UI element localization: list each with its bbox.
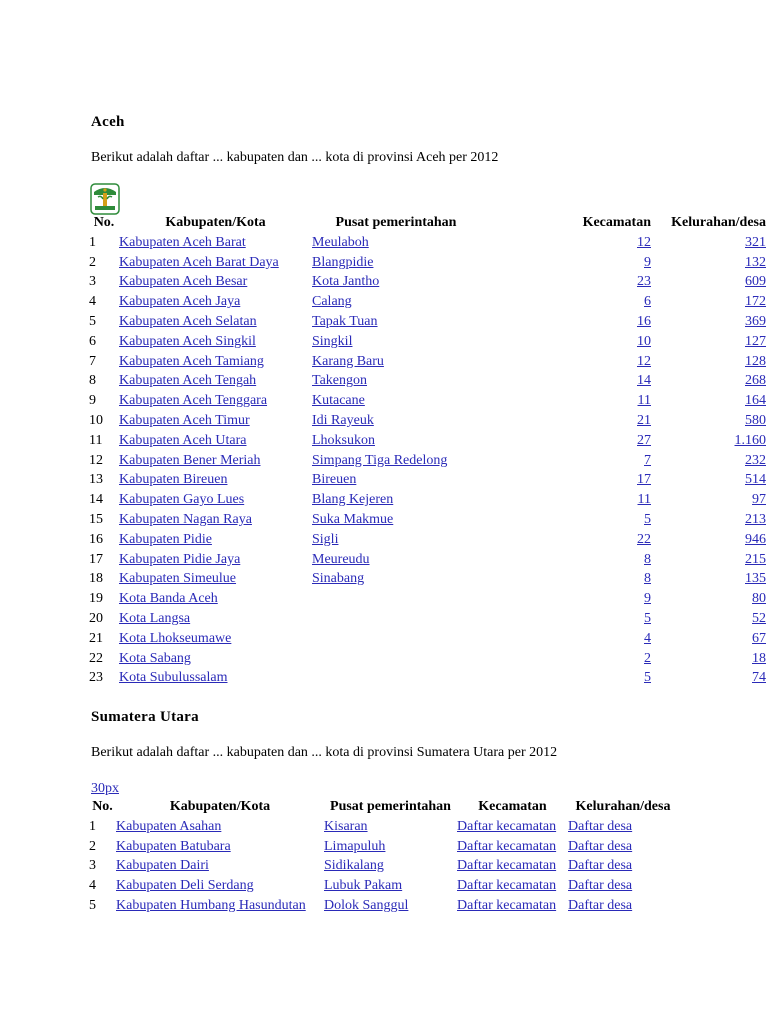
seat-link[interactable]: Singkil [312, 333, 353, 349]
seat-cell [312, 649, 480, 669]
kecamatan-cell [457, 837, 568, 857]
row-number: 5 [89, 898, 96, 914]
kecamatan-cell [480, 550, 651, 570]
table-row [89, 391, 766, 411]
regency-link[interactable]: Kabupaten Gayo Lues [119, 492, 245, 508]
kelurahan-link[interactable]: 164 [745, 393, 766, 409]
seat-link[interactable]: Lhoksukon [312, 432, 375, 448]
seat-cell [312, 669, 480, 689]
seat-cell [324, 876, 457, 896]
kecamatan-link[interactable]: Daftar kecamatan [457, 858, 557, 874]
regency-link[interactable]: Kota Banda Aceh [119, 591, 218, 607]
kecamatan-cell [457, 857, 568, 877]
kelurahan-cell [568, 817, 678, 837]
regency-link[interactable]: Kabupaten Aceh Tengah [119, 373, 257, 389]
regency-link[interactable]: Kabupaten Aceh Selatan [119, 314, 257, 330]
table-row [89, 649, 766, 669]
kecamatan-link[interactable]: 5 [644, 512, 651, 528]
kecamatan-link[interactable]: 9 [644, 591, 651, 607]
row-number: 7 [89, 353, 96, 369]
kelurahan-cell [651, 570, 766, 590]
row-number: 21 [89, 630, 103, 646]
col-header-no: No. [92, 799, 113, 814]
kelurahan-link[interactable]: 74 [752, 670, 766, 686]
regency-cell [119, 292, 312, 312]
kecamatan-cell [480, 510, 651, 530]
seat-cell [312, 431, 480, 451]
kecamatan-cell [480, 411, 651, 431]
kecamatan-cell [480, 292, 651, 312]
kecamatan-link[interactable]: 5 [644, 670, 651, 686]
regency-cell [119, 629, 312, 649]
regency-cell [116, 857, 324, 877]
kelurahan-link[interactable]: 80 [752, 591, 766, 607]
kelurahan-link[interactable]: 609 [745, 274, 766, 290]
table-row [89, 471, 766, 491]
kecamatan-link[interactable]: 11 [637, 393, 651, 409]
regency-link[interactable]: Kabupaten Aceh Barat Daya [119, 254, 279, 270]
seat-link[interactable]: Karang Baru [312, 353, 384, 369]
seat-cell [312, 292, 480, 312]
kelurahan-cell [568, 837, 678, 857]
regency-cell [119, 669, 312, 689]
seat-link[interactable]: Simpang Tiga Redelong [312, 452, 448, 468]
regency-cell [119, 589, 312, 609]
seat-link[interactable]: Suka Makmue [312, 512, 394, 528]
section-intro-sumut: Berikut adalah daftar ... kabupaten dan ... kota di provinsi Sumatera Utara per 2012 [91, 745, 558, 760]
seat-link[interactable]: Kutacane [312, 393, 365, 409]
regency-cell [119, 570, 312, 590]
regency-cell [119, 352, 312, 372]
kelurahan-cell [568, 857, 678, 877]
table-row [89, 609, 766, 629]
seat-cell [312, 253, 480, 273]
kelurahan-cell [651, 273, 766, 293]
regency-cell [119, 233, 312, 253]
kecamatan-link[interactable]: 17 [637, 472, 651, 488]
table-row [89, 669, 766, 689]
regency-link[interactable]: Kota Lhokseumawe [119, 630, 232, 646]
seat-link[interactable]: Blangpidie [312, 254, 374, 270]
kelurahan-link[interactable]: 67 [752, 630, 766, 646]
row-number: 16 [89, 531, 103, 547]
kelurahan-cell [651, 372, 766, 392]
kelurahan-cell [651, 233, 766, 253]
kecamatan-link[interactable]: 23 [637, 274, 651, 290]
seat-cell [312, 352, 480, 372]
kelurahan-link[interactable]: 18 [752, 650, 766, 666]
table-row [89, 837, 678, 857]
regency-link[interactable]: Kota Langsa [119, 611, 191, 627]
seat-cell [324, 837, 457, 857]
regency-link[interactable]: Kabupaten Asahan [116, 818, 222, 834]
kecamatan-cell [480, 253, 651, 273]
kecamatan-cell [480, 273, 651, 293]
seat-cell [312, 391, 480, 411]
regency-link[interactable]: Kabupaten Aceh Timur [119, 413, 250, 429]
kecamatan-link[interactable]: 11 [637, 492, 651, 508]
kecamatan-link[interactable]: Daftar kecamatan [457, 878, 557, 894]
regency-link[interactable]: Kabupaten Dairi [116, 858, 209, 874]
kecamatan-cell [480, 431, 651, 451]
regency-link[interactable]: Kabupaten Humbang Hasundutan [116, 898, 306, 914]
regency-cell [116, 876, 324, 896]
kecamatan-cell [480, 669, 651, 689]
seat-cell [312, 233, 480, 253]
regency-cell [119, 649, 312, 669]
regency-link[interactable]: Kabupaten Aceh Tenggara [119, 393, 268, 409]
seat-link[interactable]: Calang [312, 294, 352, 310]
regency-link[interactable]: Kabupaten Aceh Jaya [119, 294, 241, 310]
kelurahan-link[interactable]: 128 [745, 353, 766, 369]
kelurahan-link[interactable]: 213 [745, 512, 766, 528]
aceh-regency-table [89, 213, 766, 688]
table-row [89, 372, 766, 392]
kecamatan-link[interactable]: 2 [644, 650, 651, 666]
row-number: 20 [89, 611, 103, 627]
kelurahan-link[interactable]: 268 [745, 373, 766, 389]
table-row [89, 510, 766, 530]
table-row [89, 312, 766, 332]
kecamatan-link[interactable]: Daftar kecamatan [457, 898, 557, 914]
seat-link[interactable]: Meureudu [312, 551, 370, 567]
col-header-kabupaten: Kabupaten/Kota [169, 799, 271, 814]
seat-cell [312, 589, 480, 609]
regency-cell [116, 837, 324, 857]
regency-cell [119, 411, 312, 431]
kecamatan-link[interactable]: 10 [637, 333, 651, 349]
row-number: 22 [89, 650, 103, 666]
row-number: 19 [89, 591, 103, 607]
row-number: 2 [89, 254, 96, 270]
seat-link[interactable]: Sigli [312, 531, 339, 547]
kelurahan-cell [651, 589, 766, 609]
seat-link[interactable]: Idi Rayeuk [312, 413, 374, 429]
seat-cell [312, 609, 480, 629]
kecamatan-link[interactable]: 4 [644, 630, 651, 646]
row-number: 9 [89, 393, 96, 409]
regency-link[interactable]: Kabupaten Deli Serdang [116, 878, 254, 894]
kecamatan-cell [480, 233, 651, 253]
kecamatan-cell [457, 817, 568, 837]
regency-link[interactable]: Kabupaten Aceh Tamiang [119, 353, 264, 369]
row-number: 3 [89, 858, 96, 874]
row-number: 3 [89, 274, 96, 290]
kelurahan-link[interactable]: 369 [745, 314, 766, 330]
kelurahan-cell [568, 876, 678, 896]
kelurahan-link[interactable]: 215 [745, 551, 766, 567]
row-number: 12 [89, 452, 103, 468]
table-row [89, 570, 766, 590]
kelurahan-cell [651, 411, 766, 431]
regency-cell [119, 312, 312, 332]
regency-link[interactable]: Kabupaten Simeulue [119, 571, 237, 587]
kelurahan-cell [651, 530, 766, 550]
col-header-kelurahan: Kelurahan/desa [575, 799, 671, 814]
kecamatan-cell [480, 332, 651, 352]
seat-cell [324, 817, 457, 837]
seat-link[interactable]: Limapuluh [324, 838, 386, 854]
seat-cell [312, 332, 480, 352]
regency-cell [119, 530, 312, 550]
table-row [89, 629, 766, 649]
regency-link[interactable]: Kabupaten Nagan Raya [119, 512, 252, 528]
kelurahan-link[interactable]: 97 [752, 492, 766, 508]
kelurahan-link[interactable]: 135 [745, 571, 766, 587]
kelurahan-cell [651, 292, 766, 312]
seat-cell [312, 570, 480, 590]
sumut-regency-table [89, 797, 678, 916]
table-row [89, 253, 766, 273]
table-row [89, 857, 678, 877]
seat-cell [312, 273, 480, 293]
kecamatan-link[interactable]: 8 [644, 571, 651, 587]
kecamatan-cell [457, 896, 568, 916]
table-row [89, 876, 678, 896]
table-row [89, 352, 766, 372]
row-number: 1 [89, 234, 96, 250]
col-header-kabupaten: Kabupaten/Kota [165, 215, 266, 230]
row-number: 2 [89, 838, 96, 854]
table-row [89, 530, 766, 550]
kelurahan-link[interactable]: Daftar desa [568, 878, 633, 894]
section-intro-aceh: Berikut adalah daftar ... kabupaten dan ... kota di provinsi Aceh per 2012 [91, 150, 499, 165]
kecamatan-cell [457, 876, 568, 896]
seat-cell [312, 471, 480, 491]
table-row [89, 896, 678, 916]
kelurahan-cell [651, 649, 766, 669]
seat-cell [312, 490, 480, 510]
kecamatan-cell [480, 649, 651, 669]
kecamatan-cell [480, 391, 651, 411]
regency-cell [119, 391, 312, 411]
kecamatan-link[interactable]: 5 [644, 611, 651, 627]
seat-link[interactable]: Lubuk Pakam [324, 878, 403, 894]
kecamatan-cell [480, 609, 651, 629]
regency-link[interactable]: Kabupaten Aceh Barat [119, 234, 246, 250]
regency-cell [119, 431, 312, 451]
regency-link[interactable]: Kabupaten Bireuen [119, 472, 228, 488]
regency-cell [119, 253, 312, 273]
kecamatan-link[interactable]: Daftar kecamatan [457, 818, 557, 834]
table-row [89, 273, 766, 293]
kelurahan-link[interactable]: 580 [745, 413, 766, 429]
row-number: 4 [89, 294, 96, 310]
seat-link[interactable]: Meulaboh [312, 234, 369, 250]
kecamatan-link[interactable]: 14 [637, 373, 651, 389]
regency-cell [119, 550, 312, 570]
regency-cell [116, 896, 324, 916]
row-number: 18 [89, 571, 103, 587]
kelurahan-cell [651, 332, 766, 352]
table-row [89, 589, 766, 609]
seat-cell [312, 372, 480, 392]
kelurahan-link[interactable]: Daftar desa [568, 898, 633, 914]
regency-link[interactable]: Kabupaten Aceh Utara [119, 432, 247, 448]
col-header-pusat: Pusat pemerintahan [335, 215, 457, 230]
regency-link[interactable]: Kota Subulussalam [119, 670, 228, 686]
regency-cell [119, 490, 312, 510]
kecamatan-link[interactable]: 6 [644, 294, 651, 310]
kelurahan-cell [651, 352, 766, 372]
seat-link[interactable]: Sinabang [312, 571, 365, 587]
row-number: 15 [89, 512, 103, 528]
kecamatan-cell [480, 629, 651, 649]
kecamatan-link[interactable]: 8 [644, 551, 651, 567]
row-number: 10 [89, 413, 103, 429]
kelurahan-link[interactable]: 946 [745, 531, 766, 547]
seat-cell [312, 510, 480, 530]
table-row [89, 451, 766, 471]
kecamatan-link[interactable]: 16 [637, 314, 651, 330]
regency-cell [119, 273, 312, 293]
col-header-no: No. [93, 215, 115, 230]
kelurahan-cell [651, 451, 766, 471]
seat-link[interactable]: Blang Kejeren [312, 492, 394, 508]
table-row [89, 817, 678, 837]
section-heading-aceh: Aceh [91, 114, 125, 130]
regency-link[interactable]: Kabupaten Batubara [116, 838, 231, 854]
seat-link[interactable]: Kisaran [324, 818, 368, 834]
kelurahan-link[interactable]: 52 [752, 611, 766, 627]
seat-link[interactable]: Kota Jantho [312, 274, 380, 290]
kelurahan-cell [651, 490, 766, 510]
aceh-emblem-icon[interactable] [90, 183, 120, 215]
kecamatan-link[interactable]: 7 [644, 452, 651, 468]
kelurahan-cell [651, 609, 766, 629]
row-number: 8 [89, 373, 96, 389]
kelurahan-link[interactable]: Daftar desa [568, 858, 633, 874]
row-number: 11 [89, 432, 103, 448]
regency-cell [119, 510, 312, 530]
row-number: 13 [89, 472, 103, 488]
kelurahan-cell [651, 629, 766, 649]
table-row [89, 233, 766, 253]
seat-link[interactable]: Bireuen [312, 472, 357, 488]
kelurahan-cell [651, 312, 766, 332]
row-number: 23 [89, 670, 103, 686]
col-header-pusat: Pusat pemerintahan [330, 799, 451, 814]
kecamatan-link[interactable]: 22 [637, 531, 651, 547]
seat-cell [312, 312, 480, 332]
col-header-kecamatan: Kecamatan [478, 799, 547, 814]
kelurahan-cell [651, 391, 766, 411]
table-row [89, 490, 766, 510]
seat-link[interactable]: Dolok Sanggul [324, 898, 409, 914]
row-number: 14 [89, 492, 103, 508]
kelurahan-link[interactable]: 1.160 [734, 432, 766, 448]
seat-cell [312, 451, 480, 471]
regency-cell [116, 817, 324, 837]
kelurahan-cell [651, 431, 766, 451]
seat-cell [312, 550, 480, 570]
kelurahan-cell [568, 896, 678, 916]
kelurahan-cell [651, 510, 766, 530]
row-number: 4 [89, 878, 96, 894]
kecamatan-cell [480, 471, 651, 491]
row-number: 6 [89, 333, 96, 349]
seat-link[interactable]: Takengon [312, 373, 368, 389]
regency-link[interactable]: Kabupaten Pidie Jaya [119, 551, 241, 567]
regency-link[interactable]: Kabupaten Aceh Singkil [119, 333, 256, 349]
kelurahan-link[interactable]: 232 [745, 452, 766, 468]
kecamatan-cell [480, 352, 651, 372]
kecamatan-link[interactable]: 12 [637, 353, 651, 369]
regency-cell [119, 451, 312, 471]
kelurahan-link[interactable]: 514 [745, 472, 766, 488]
seat-cell [324, 857, 457, 877]
kelurahan-link[interactable]: Daftar desa [568, 818, 633, 834]
row-number: 17 [89, 551, 103, 567]
kecamatan-cell [480, 589, 651, 609]
regency-cell [119, 372, 312, 392]
kecamatan-link[interactable]: 12 [637, 234, 651, 250]
table-row [89, 292, 766, 312]
seat-cell [312, 411, 480, 431]
table-row [89, 332, 766, 352]
kelurahan-link[interactable]: 127 [745, 333, 766, 349]
section-heading-sumut: Sumatera Utara [91, 709, 199, 725]
kelurahan-cell [651, 253, 766, 273]
regency-cell [119, 609, 312, 629]
kelurahan-link[interactable]: 172 [745, 294, 766, 310]
kecamatan-link[interactable]: 27 [637, 432, 651, 448]
table-row [89, 550, 766, 570]
seat-cell [324, 896, 457, 916]
regency-link[interactable]: Kabupaten Aceh Besar [119, 274, 248, 290]
sumut-emblem-image-link[interactable]: 30px [91, 781, 119, 796]
seat-link[interactable]: Sidikalang [324, 858, 384, 874]
seat-cell [312, 530, 480, 550]
kecamatan-link[interactable]: Daftar kecamatan [457, 838, 557, 854]
kecamatan-cell [480, 570, 651, 590]
seat-cell [312, 629, 480, 649]
kelurahan-link[interactable]: 321 [745, 234, 766, 250]
row-number: 5 [89, 314, 96, 330]
kecamatan-cell [480, 451, 651, 471]
kecamatan-cell [480, 312, 651, 332]
regency-link[interactable]: Kabupaten Pidie [119, 531, 212, 547]
kecamatan-cell [480, 490, 651, 510]
kecamatan-link[interactable]: 21 [637, 413, 651, 429]
kelurahan-cell [651, 550, 766, 570]
regency-link[interactable]: Kabupaten Bener Meriah [119, 452, 261, 468]
col-header-kecamatan: Kecamatan [582, 215, 651, 230]
kecamatan-link[interactable]: 9 [644, 254, 651, 270]
kecamatan-cell [480, 530, 651, 550]
col-header-kelurahan: Kelurahan/desa [671, 215, 766, 230]
table-row [89, 411, 766, 431]
regency-link[interactable]: Kota Sabang [119, 650, 191, 666]
table-row [89, 431, 766, 451]
regency-cell [119, 471, 312, 491]
kelurahan-cell [651, 669, 766, 689]
seat-link[interactable]: Tapak Tuan [312, 314, 378, 330]
regency-cell [119, 332, 312, 352]
kecamatan-cell [480, 372, 651, 392]
row-number: 1 [89, 818, 96, 834]
kelurahan-cell [651, 471, 766, 491]
kelurahan-link[interactable]: Daftar desa [568, 838, 633, 854]
kelurahan-link[interactable]: 132 [745, 254, 766, 270]
